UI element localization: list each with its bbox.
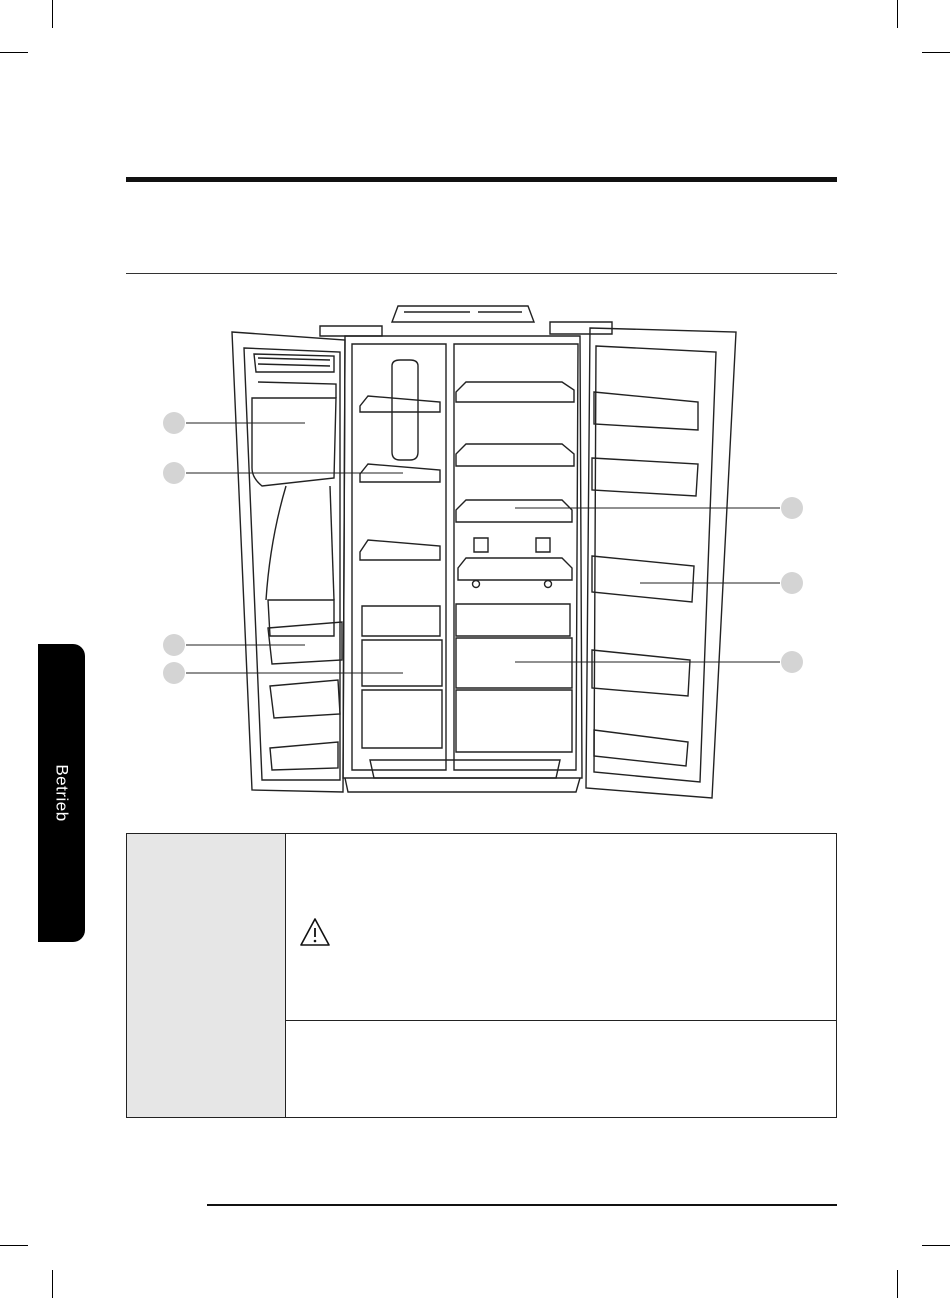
footer-rule [207, 1204, 837, 1206]
callout-marker [781, 497, 803, 519]
warning-icon [299, 917, 331, 947]
table-row-header [127, 1020, 286, 1117]
callout-marker [163, 634, 185, 656]
crop-mark [897, 1270, 898, 1298]
callout-marker [163, 412, 185, 434]
table-row-body [286, 834, 836, 1020]
heading-rule [126, 177, 837, 182]
table-row-header [127, 834, 286, 1020]
callout-marker [163, 462, 185, 484]
callout-marker [163, 662, 185, 684]
crop-mark [897, 0, 898, 28]
crop-mark [0, 1245, 28, 1246]
crop-mark [52, 1270, 53, 1298]
refrigerator-illustration [160, 300, 810, 800]
callout-marker [781, 651, 803, 673]
callout-marker [781, 572, 803, 594]
table-row [127, 834, 836, 1021]
crop-mark [0, 52, 28, 53]
crop-mark [922, 52, 950, 53]
subheading-rule [126, 273, 837, 274]
crop-mark [52, 0, 53, 28]
table-row-body [286, 1020, 836, 1117]
crop-mark [922, 1245, 950, 1246]
section-tab-label: Betrieb [52, 764, 72, 822]
section-tab [38, 644, 85, 942]
info-table [126, 833, 837, 1118]
table-row [127, 1020, 836, 1117]
